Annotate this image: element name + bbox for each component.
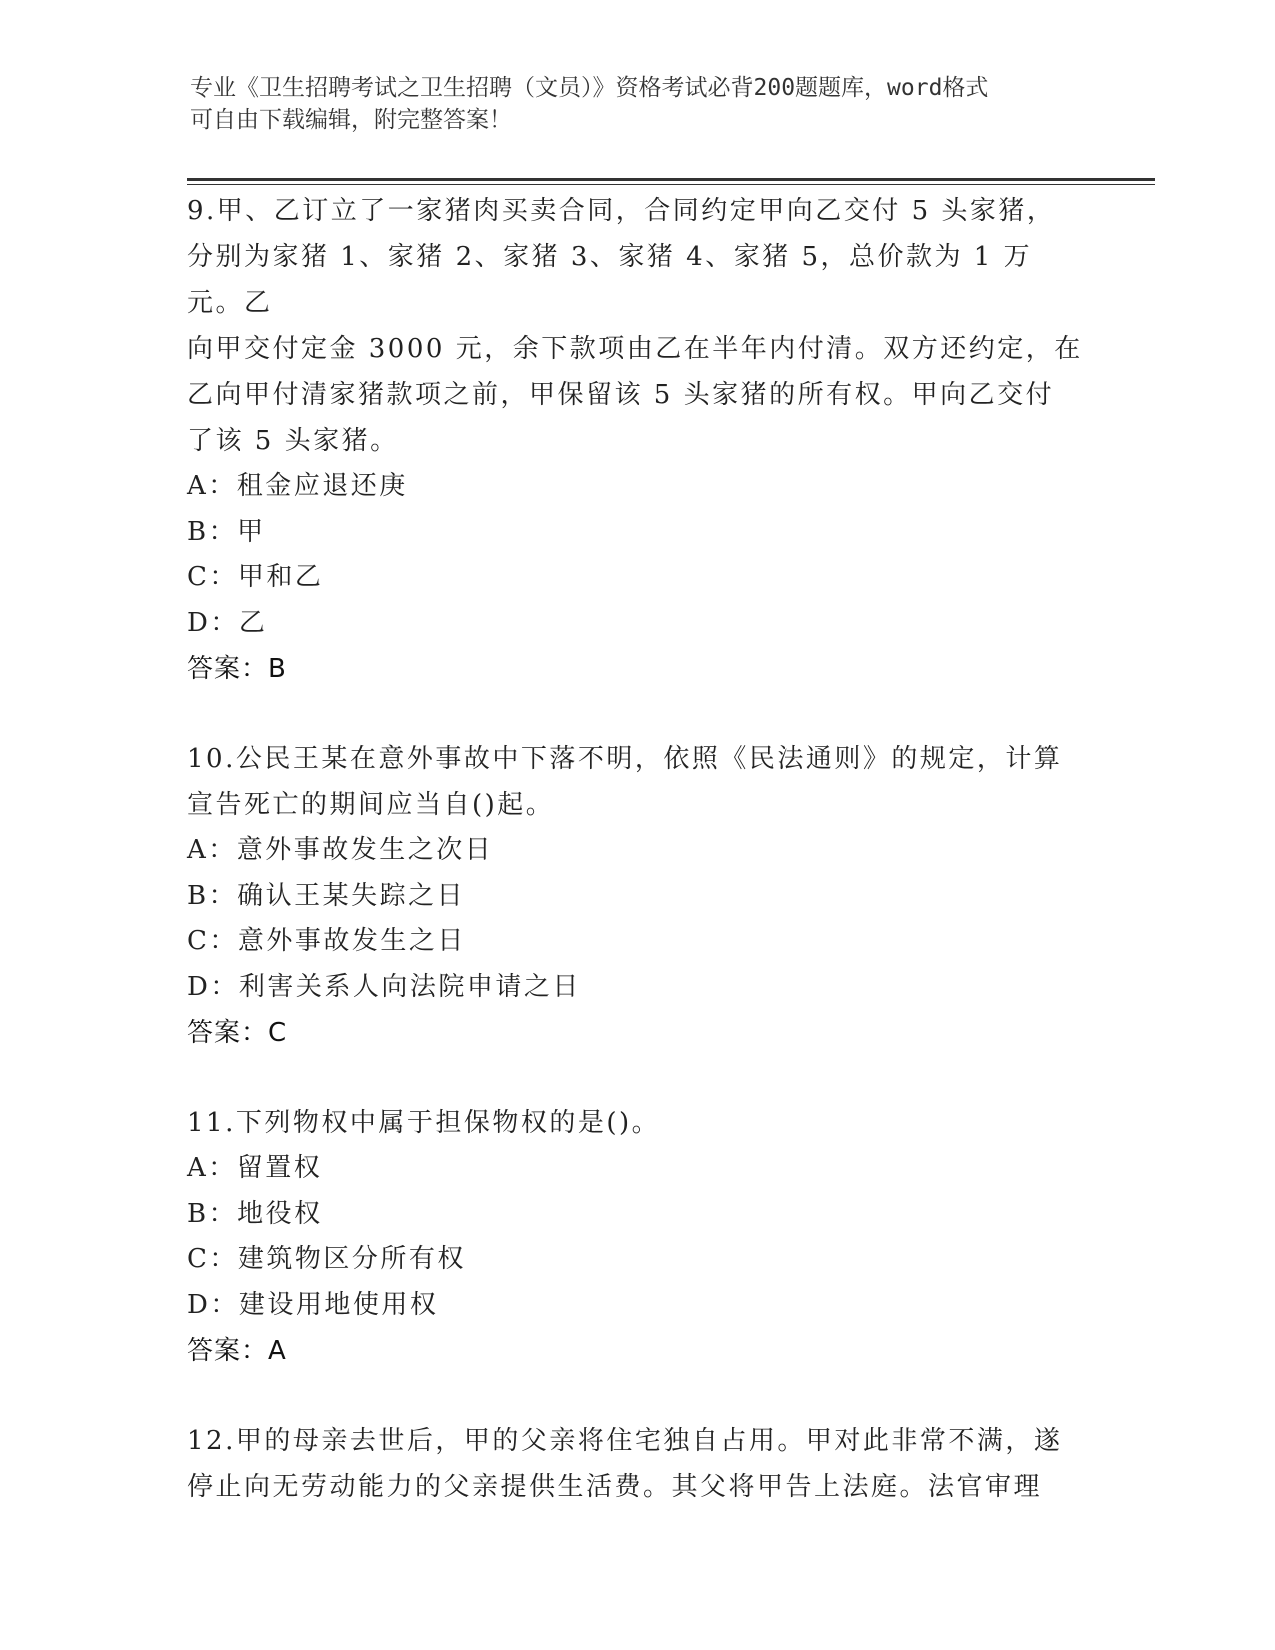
option-a: A：留置权	[187, 1153, 323, 1183]
option-d: D：建设用地使用权	[187, 1289, 439, 1320]
question-text-line: 乙向甲付清家猪款项之前，甲保留该 5 头家猪的所有权。甲向乙交付	[187, 380, 1055, 410]
question-text-line: 宣告死亡的期间应当自()起。	[187, 790, 555, 820]
question-11	[187, 1100, 1087, 1374]
option-b: B：地役权	[187, 1198, 323, 1229]
option-c: C：建筑物区分所有权	[187, 1244, 466, 1274]
option-b: B：甲	[187, 516, 266, 547]
answer-label: 答案：B	[187, 654, 287, 684]
option-c: C：意外事故发生之日	[187, 926, 466, 956]
answer-label: 答案：C	[187, 1018, 288, 1048]
option-b: B：确认王某失踪之日	[187, 880, 466, 911]
option-a: A：意外事故发生之次日	[187, 835, 494, 865]
option-d: D：利害关系人向法院申请之日	[187, 971, 581, 1002]
option-c: C：甲和乙	[187, 562, 324, 592]
answer-label: 答案：A	[187, 1336, 287, 1366]
question-text-line: 停止向无劳动能力的父亲提供生活费。其父将甲告上法庭。法官审理	[187, 1472, 1043, 1502]
question-text-line: 分别为家猪 1、家猪 2、家猪 3、家猪 4、家猪 5，总价款为 1 万元。乙	[187, 242, 1033, 318]
option-d: D：乙	[187, 607, 268, 638]
question-9	[187, 188, 1087, 692]
question-spacer	[187, 1056, 1087, 1100]
question-spacer	[187, 1374, 1087, 1418]
header-divider-thick	[187, 178, 1155, 181]
question-text-line: 12.甲的母亲去世后，甲的父亲将住宅独自占用。甲对此非常不满，遂	[187, 1426, 1063, 1456]
option-a: A：租金应退还庚	[187, 471, 408, 501]
question-text-line: 9.甲、乙订立了一家猪肉买卖合同，合同约定甲向乙交付 5 头家猪，	[187, 196, 1056, 226]
question-text-line: 11.下列物权中属于担保物权的是()。	[187, 1108, 661, 1138]
header-line-1: 专业《卫生招聘考试之卫生招聘（文员）》资格考试必背200题题库，word格式	[190, 75, 989, 101]
question-text-line: 了该 5 头家猪。	[187, 426, 399, 456]
question-text-line: 10.公民王某在意外事故中下落不明，依照《民法通则》的规定，计算	[187, 744, 1063, 774]
question-text-line: 向甲交付定金 3000 元，余下款项由乙在半年内付清。双方还约定，在	[187, 334, 1083, 364]
question-list	[187, 188, 1087, 1510]
header-divider-thin	[187, 184, 1155, 185]
question-12	[187, 1418, 1087, 1510]
question-10	[187, 736, 1087, 1056]
header-line-2: 可自由下载编辑，附完整答案！	[190, 107, 512, 133]
document-header	[190, 72, 1070, 136]
question-spacer	[187, 692, 1087, 736]
